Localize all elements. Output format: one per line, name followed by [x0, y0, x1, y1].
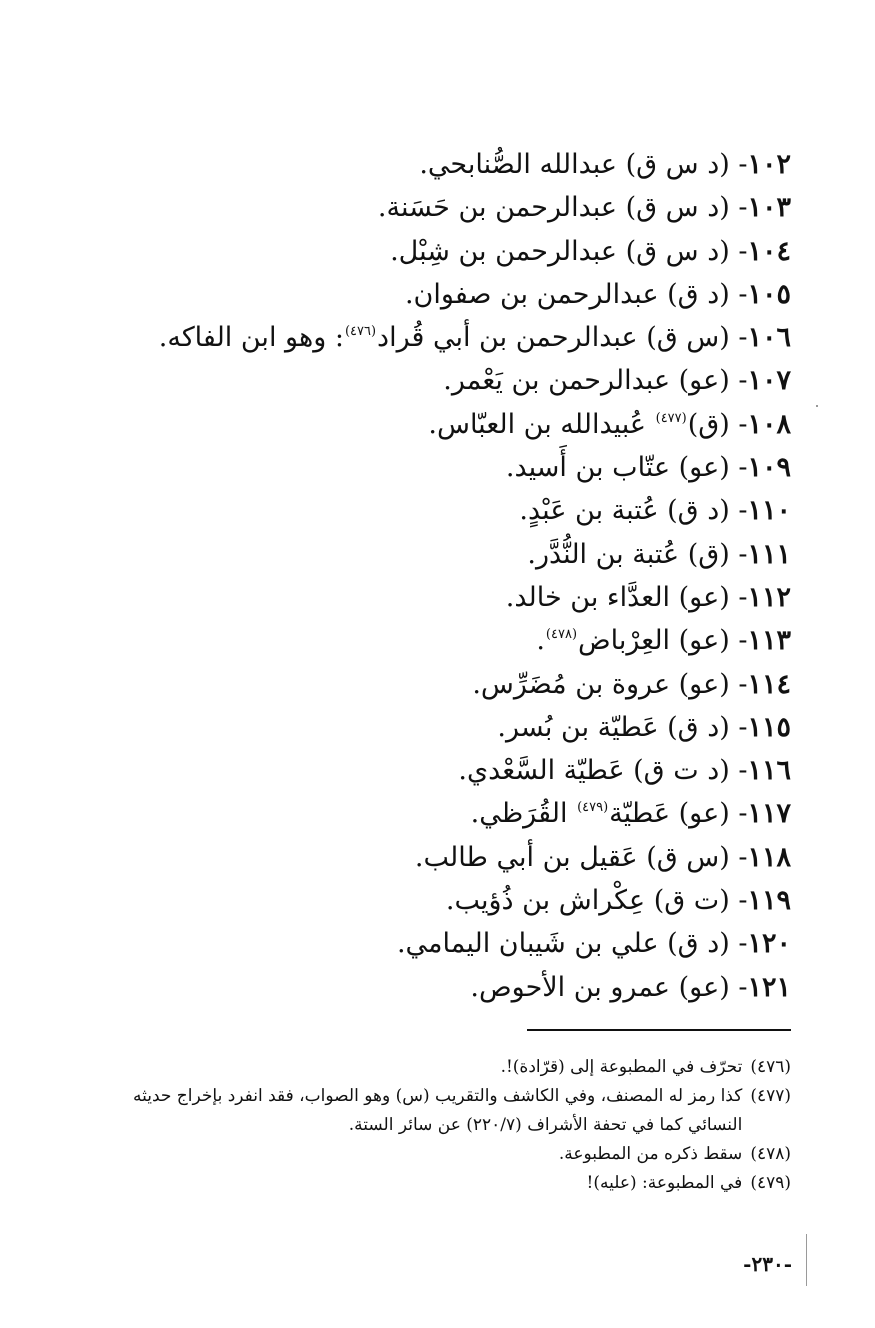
footnote: [81, 1169, 791, 1198]
entry-number: ١١٠: [747, 495, 791, 527]
entry-number: ١٠٣: [747, 192, 791, 224]
scan-speck: [816, 405, 818, 407]
entry-number: ١١٢: [747, 581, 791, 613]
list-item: ١١٠- (د ق) عُتبة بن عَبْدٍ.: [519, 495, 791, 527]
entry-number: ١٠٥: [747, 278, 791, 310]
list-item: ١١٨- (س ق) عَقيل بن أبي طالب.: [414, 841, 791, 873]
entry-number: ١٠٧: [747, 365, 791, 397]
entry-text: (د ق) عُتبة بن عَبْدٍ.: [519, 495, 730, 527]
entry-number: ١١٤: [747, 668, 791, 700]
entry-text: (عو) العِرْباض: [578, 625, 730, 657]
footnote-text: كذا رمز له المصنف، وفي الكاشف والتقريب (س) وهو الصواب، فقد انفرد بإخراج حديثه النسائي كما في تحفة الأشراف (٢٢٠/٧) عن سائر الستة.: [133, 1086, 743, 1135]
footnote-reference: (٤٧٨): [545, 627, 578, 643]
list-item: ١٠٧- (عو) عبدالرحمن بن يَعْمر.: [443, 365, 791, 397]
footnote-number: (٤٧٨): [750, 1144, 791, 1164]
entry-text: (عو) عمرو بن الأحوص.: [470, 971, 730, 1003]
footnote: [81, 1140, 791, 1169]
entry-number: ١١٩: [747, 885, 791, 917]
footnote: [81, 1053, 791, 1082]
entry-text: (ق) عُتبة بن النُّدَّر.: [527, 538, 730, 570]
list-item: ١١٢- (عو) العدَّاء بن خالد.: [505, 581, 791, 613]
entry-number: ١٢٠: [747, 928, 791, 960]
list-item: ١١٧- (عو) عَطيّة$^{(٤٧٩)}$ القُرَظي.: [470, 798, 791, 830]
list-item: ١٢١- (عو) عمرو بن الأحوص.: [470, 971, 791, 1003]
entry-text: (عو) عروة بن مُضَرِّس.: [472, 668, 730, 700]
entry-text: (د ق) علي بن شَيبان اليمامي.: [396, 928, 730, 960]
entry-number: ١٠٨: [747, 408, 791, 440]
entry-text: (ت ق) عِكْراش بن ذُؤيب.: [445, 885, 730, 917]
footnote-number: (٤٧٦): [750, 1057, 791, 1077]
entry-text: (عو) العدَّاء بن خالد.: [505, 581, 730, 613]
list-item: ١١١- (ق) عُتبة بن النُّدَّر.: [527, 538, 791, 570]
entry-text: (عو) عبدالرحمن بن يَعْمر.: [443, 365, 730, 397]
entry-number: ١٠٦: [747, 322, 791, 354]
list-item: ١٠٩- (عو) عتّاب بن أَسيد.: [505, 452, 791, 484]
footnote: [81, 1082, 791, 1140]
entry-number: ١١٧: [747, 798, 791, 830]
entry-number: ١١٦: [747, 755, 791, 787]
footnote-separator: [527, 1029, 791, 1031]
entry-text: (د ق) عبدالرحمن بن صفوان.: [404, 278, 730, 310]
entry-number: ١١٣: [747, 625, 791, 657]
entry-text-continued: القُرَظي.: [470, 798, 577, 830]
entry-text-continued: عُبيدالله بن العبّاس.: [428, 408, 655, 440]
entry-number: ١٠٢: [747, 149, 791, 180]
entry-text: (د س ق) عبدالرحمن بن شِبْل.: [390, 235, 730, 267]
footnote-text: تحرّف في المطبوعة إلى (قرّادة)!.: [500, 1057, 743, 1077]
entry-text: (س ق) عبدالرحمن بن أبي قُراد: [377, 322, 730, 354]
list-item: ١٠٨- (ق)$^{(٤٧٧)}$ عُبيدالله بن العبّاس.: [428, 408, 791, 440]
entry-number: ١٢١: [747, 971, 791, 1003]
entry-number: ١١٥: [747, 711, 791, 743]
entry-text: (ق): [687, 408, 730, 440]
footnote-number: (٤٧٩): [750, 1173, 791, 1193]
entry-text: (عو) عَطيّة: [609, 798, 730, 830]
entry-text: (د ت ق) عَطيّة السَّعْدي.: [458, 755, 730, 787]
entry-text-continued: : وهو ابن الفاكه.: [158, 322, 344, 354]
entry-number: ١١٨: [747, 841, 791, 873]
footnote-text: سقط ذكره من المطبوعة.: [558, 1144, 743, 1164]
footnote-reference: (٤٧٦): [344, 324, 377, 340]
scan-margin-line: [806, 1234, 807, 1286]
entry-text: (د ق) عَطيّة بن بُسر.: [497, 711, 730, 743]
entry-number: ١٠٤: [747, 235, 791, 267]
list-item: ١٠٦- (س ق) عبدالرحمن بن أبي قُراد$^{(٤٧٦)}$: وهو ابن الفاكه.: [158, 322, 791, 354]
footnote-reference: (٤٧٩): [577, 800, 609, 816]
list-item: ١٠٥- (د ق) عبدالرحمن بن صفوان.: [404, 278, 791, 310]
entry-text: (د س ق) عبدالرحمن بن حَسَنة.: [377, 192, 730, 224]
list-item: ١١٦- (د ت ق) عَطيّة السَّعْدي.: [458, 755, 791, 787]
entry-text-continued: .: [536, 625, 545, 657]
footnote-text: في المطبوعة: (عليه)!: [586, 1173, 743, 1193]
entry-number: ١١١: [747, 538, 791, 570]
entry-number: ١٠٩: [747, 452, 791, 484]
footnote-number: (٤٧٧): [750, 1086, 791, 1106]
page-number: -٢٣٠-: [743, 1252, 792, 1276]
narrator-list: [71, 143, 791, 1009]
list-item: ١١٩- (ت ق) عِكْراش بن ذُؤيب.: [445, 885, 791, 917]
list-item: ١٠٤- (د س ق) عبدالرحمن بن شِبْل.: [390, 235, 791, 267]
list-item: ١١٤- (عو) عروة بن مُضَرِّس.: [472, 668, 791, 700]
entry-text: (د س ق) عبدالله الصُّنابحي.: [419, 149, 730, 180]
footnote-reference: (٤٧٧): [655, 410, 687, 426]
entry-text: (عو) عتّاب بن أَسيد.: [505, 452, 730, 484]
footnotes: [81, 1053, 791, 1198]
list-item: ١١٣- (عو) العِرْباض$^{(٤٧٨)}$.: [536, 625, 791, 657]
list-item: ١١٥- (د ق) عَطيّة بن بُسر.: [497, 711, 791, 743]
list-item: ١٢٠- (د ق) علي بن شَيبان اليمامي.: [396, 928, 791, 960]
list-item: ١٠٢- (د س ق) عبدالله الصُّنابحي.: [419, 149, 791, 180]
entry-text: (س ق) عَقيل بن أبي طالب.: [414, 841, 730, 873]
list-item: ١٠٣- (د س ق) عبدالرحمن بن حَسَنة.: [377, 192, 791, 224]
